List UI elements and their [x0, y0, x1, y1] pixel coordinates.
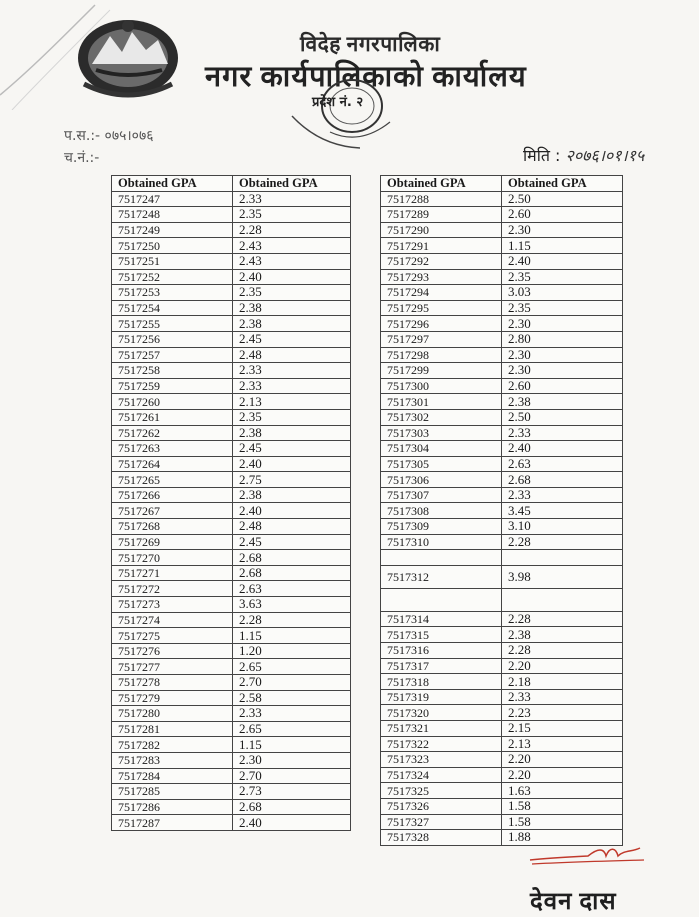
roll-number-cell: 7517295 [381, 300, 502, 316]
table-row [112, 472, 351, 488]
roll-number-cell: 7517292 [381, 253, 502, 269]
table-row [112, 643, 351, 659]
table-row [112, 487, 351, 503]
roll-number-cell: 7517271 [112, 565, 233, 581]
table-row [112, 721, 351, 737]
roll-number-cell: 7517297 [381, 331, 502, 347]
date-line [523, 144, 644, 166]
roll-number-cell: 7517300 [381, 378, 502, 394]
table-row [112, 425, 351, 441]
table-row [112, 659, 351, 675]
table-row [381, 767, 623, 783]
roll-number-cell: 7517266 [112, 487, 233, 503]
gpa-cell: 2.80 [502, 331, 623, 347]
gpa-cell: 2.33 [502, 425, 623, 441]
roll-number-cell: 7517286 [112, 799, 233, 815]
roll-number-cell: 7517308 [381, 503, 502, 519]
column-header: Obtained GPA [112, 176, 233, 192]
roll-number-cell: 7517320 [381, 705, 502, 721]
roll-number-cell: 7517316 [381, 643, 502, 659]
gpa-cell [502, 550, 623, 566]
gpa-cell: 2.50 [502, 191, 623, 207]
gpa-cell: 1.15 [502, 238, 623, 254]
roll-number-cell: 7517304 [381, 441, 502, 457]
gpa-cell: 2.28 [502, 611, 623, 627]
roll-number-cell: 7517272 [112, 581, 233, 597]
roll-number-cell: 7517276 [112, 643, 233, 659]
table-row [381, 269, 623, 285]
roll-number-cell: 7517303 [381, 425, 502, 441]
table-row [112, 207, 351, 223]
roll-number-cell: 7517265 [112, 472, 233, 488]
table-row [381, 425, 623, 441]
table-row [112, 285, 351, 301]
table-row [112, 768, 351, 784]
gpa-cell: 2.65 [233, 659, 351, 675]
gpa-cell: 2.45 [233, 331, 351, 347]
gpa-cell: 3.10 [502, 519, 623, 535]
gpa-cell: 2.40 [233, 269, 351, 285]
table-row [381, 736, 623, 752]
gpa-cell: 2.28 [502, 534, 623, 550]
gpa-cell: 2.45 [233, 534, 351, 550]
roll-number-cell: 7517310 [381, 534, 502, 550]
gpa-cell: 2.45 [233, 441, 351, 457]
gpa-cell: 2.35 [502, 300, 623, 316]
roll-number-cell: 7517324 [381, 767, 502, 783]
column-header: Obtained GPA [381, 176, 502, 192]
office-stamp [290, 76, 410, 156]
gpa-cell: 2.60 [502, 378, 623, 394]
roll-number-cell: 7517318 [381, 674, 502, 690]
table-row [112, 628, 351, 644]
table-row [381, 611, 623, 627]
roll-number-cell: 7517306 [381, 472, 502, 488]
roll-number-cell: 7517307 [381, 487, 502, 503]
table-row [112, 222, 351, 238]
gpa-cell: 2.38 [502, 394, 623, 410]
roll-number-cell: 7517284 [112, 768, 233, 784]
dispatch-number: च.नं.:- [64, 150, 100, 166]
roll-number-cell: 7517290 [381, 222, 502, 238]
roll-number-cell: 7517328 [381, 830, 502, 846]
roll-number-cell: 7517281 [112, 721, 233, 737]
table-header-row [112, 176, 351, 192]
roll-number-cell: 7517315 [381, 627, 502, 643]
gpa-cell: 2.23 [502, 705, 623, 721]
gpa-cell: 2.33 [233, 363, 351, 379]
roll-number-cell: 7517251 [112, 253, 233, 269]
gpa-cell: 2.33 [502, 487, 623, 503]
table-row [381, 253, 623, 269]
table-row [112, 269, 351, 285]
roll-number-cell: 7517294 [381, 285, 502, 301]
table-row [381, 550, 623, 566]
table-row [112, 675, 351, 691]
gpa-cell: 2.73 [233, 784, 351, 800]
gpa-cell: 2.30 [502, 316, 623, 332]
roll-number-cell: 7517254 [112, 300, 233, 316]
gpa-cell: 2.28 [233, 222, 351, 238]
table-row [112, 378, 351, 394]
table-row [112, 799, 351, 815]
gpa-cell: 2.30 [502, 363, 623, 379]
gpa-cell: 2.35 [502, 269, 623, 285]
gpa-cell: 2.33 [233, 706, 351, 722]
gpa-cell [502, 588, 623, 611]
table-row [112, 597, 351, 613]
table-row [381, 689, 623, 705]
roll-number-cell: 7517289 [381, 207, 502, 223]
table-row [381, 472, 623, 488]
table-row [112, 519, 351, 535]
table-row [381, 588, 623, 611]
letter-number: प.स.:- ०७५।०७६ [64, 128, 154, 144]
gpa-cell: 2.50 [502, 409, 623, 425]
gpa-cell: 2.30 [502, 222, 623, 238]
table-row [112, 253, 351, 269]
roll-number-cell: 7517260 [112, 394, 233, 410]
table-row [381, 798, 623, 814]
roll-number-cell: 7517277 [112, 659, 233, 675]
gpa-cell: 2.65 [233, 721, 351, 737]
table-row [381, 316, 623, 332]
roll-number-cell: 7517309 [381, 519, 502, 535]
table-row [381, 378, 623, 394]
table-row [381, 503, 623, 519]
gpa-cell: 3.45 [502, 503, 623, 519]
handwritten-signature [528, 842, 648, 872]
gpa-cell: 2.33 [233, 378, 351, 394]
gpa-cell: 2.18 [502, 674, 623, 690]
gpa-cell: 3.98 [502, 565, 623, 588]
gpa-cell: 2.43 [233, 238, 351, 254]
roll-number-cell: 7517268 [112, 519, 233, 535]
table-row [381, 705, 623, 721]
gpa-cell: 1.58 [502, 798, 623, 814]
gpa-cell: 2.70 [233, 768, 351, 784]
table-row [112, 409, 351, 425]
table-row [112, 441, 351, 457]
gpa-cell: 2.63 [233, 581, 351, 597]
gpa-cell: 2.33 [502, 689, 623, 705]
roll-number-cell: 7517264 [112, 456, 233, 472]
table-row [381, 783, 623, 799]
roll-number-cell: 7517248 [112, 207, 233, 223]
roll-number-cell: 7517299 [381, 363, 502, 379]
table-row [112, 300, 351, 316]
table-row [381, 721, 623, 737]
roll-number-cell: 7517269 [112, 534, 233, 550]
roll-number-cell: 7517249 [112, 222, 233, 238]
table-row [381, 658, 623, 674]
gpa-cell: 2.13 [233, 394, 351, 410]
table-row [381, 534, 623, 550]
roll-number-cell: 7517327 [381, 814, 502, 830]
table-row [112, 581, 351, 597]
roll-number-cell: 7517247 [112, 191, 233, 207]
roll-number-cell: 7517288 [381, 191, 502, 207]
roll-number-cell: 7517282 [112, 737, 233, 753]
table-row [381, 487, 623, 503]
gpa-cell: 2.70 [233, 675, 351, 691]
table-row [381, 456, 623, 472]
gpa-cell: 1.15 [233, 737, 351, 753]
gpa-cell: 1.88 [502, 830, 623, 846]
roll-number-cell: 7517279 [112, 690, 233, 706]
table-row [381, 222, 623, 238]
gpa-cell: 1.15 [233, 628, 351, 644]
roll-number-cell: 7517301 [381, 394, 502, 410]
roll-number-cell: 7517323 [381, 752, 502, 768]
gpa-cell: 2.20 [502, 767, 623, 783]
roll-number-cell: 7517317 [381, 658, 502, 674]
table-row [381, 285, 623, 301]
gpa-cell: 2.60 [502, 207, 623, 223]
table-row [381, 394, 623, 410]
gpa-cell: 2.43 [233, 253, 351, 269]
roll-number-cell: 7517296 [381, 316, 502, 332]
table-header-row [381, 176, 623, 192]
roll-number-cell: 7517253 [112, 285, 233, 301]
office-title: नगर कार्यपालिकाको कार्यालय [205, 61, 527, 93]
roll-number-cell: 7517267 [112, 503, 233, 519]
table-row [381, 643, 623, 659]
table-row [381, 674, 623, 690]
table-row [381, 363, 623, 379]
gpa-cell: 2.28 [233, 612, 351, 628]
gpa-cell: 2.48 [233, 347, 351, 363]
gpa-cell: 2.30 [502, 347, 623, 363]
gpa-table-left [111, 175, 351, 831]
table-row [112, 191, 351, 207]
table-row [381, 752, 623, 768]
roll-number-cell: 7517259 [112, 378, 233, 394]
gpa-cell: 3.63 [233, 597, 351, 613]
gpa-cell: 2.68 [233, 550, 351, 566]
roll-number-cell: 7517325 [381, 783, 502, 799]
table-row [112, 815, 351, 831]
roll-number-cell [381, 588, 502, 611]
table-row [381, 347, 623, 363]
table-row [112, 456, 351, 472]
table-row [381, 814, 623, 830]
roll-number-cell: 7517285 [112, 784, 233, 800]
roll-number-cell: 7517280 [112, 706, 233, 722]
nepal-emblem-logo [74, 14, 182, 100]
gpa-cell: 2.38 [233, 487, 351, 503]
gpa-cell: 2.38 [233, 425, 351, 441]
gpa-cell: 2.75 [233, 472, 351, 488]
table-row [112, 565, 351, 581]
roll-number-cell: 7517261 [112, 409, 233, 425]
gpa-cell: 2.28 [502, 643, 623, 659]
gpa-cell: 1.63 [502, 783, 623, 799]
table-row [112, 737, 351, 753]
roll-number-cell: 7517312 [381, 565, 502, 588]
roll-number-cell: 7517293 [381, 269, 502, 285]
table-row [112, 612, 351, 628]
gpa-cell: 1.58 [502, 814, 623, 830]
gpa-cell: 2.15 [502, 721, 623, 737]
roll-number-cell: 7517305 [381, 456, 502, 472]
gpa-cell: 2.35 [233, 285, 351, 301]
table-row [381, 207, 623, 223]
table-row [112, 534, 351, 550]
municipality-name: विदेह नगरपालिका [300, 32, 441, 56]
roll-number-cell: 7517321 [381, 721, 502, 737]
gpa-cell: 3.03 [502, 285, 623, 301]
gpa-cell: 2.38 [233, 316, 351, 332]
roll-number-cell: 7517314 [381, 611, 502, 627]
gpa-cell: 2.58 [233, 690, 351, 706]
gpa-cell: 2.68 [502, 472, 623, 488]
roll-number-cell: 7517275 [112, 628, 233, 644]
gpa-cell: 1.20 [233, 643, 351, 659]
roll-number-cell: 7517250 [112, 238, 233, 254]
roll-number-cell [381, 550, 502, 566]
roll-number-cell: 7517273 [112, 597, 233, 613]
table-row [112, 394, 351, 410]
roll-number-cell: 7517258 [112, 363, 233, 379]
table-row [112, 503, 351, 519]
table-row [381, 565, 623, 588]
table-row [381, 519, 623, 535]
roll-number-cell: 7517283 [112, 752, 233, 768]
column-header: Obtained GPA [502, 176, 623, 192]
gpa-cell: 2.38 [502, 627, 623, 643]
roll-number-cell: 7517256 [112, 331, 233, 347]
table-row [112, 238, 351, 254]
gpa-cell: 2.40 [233, 503, 351, 519]
date-label: मिति : [523, 146, 561, 165]
roll-number-cell: 7517262 [112, 425, 233, 441]
gpa-cell: 2.68 [233, 799, 351, 815]
roll-number-cell: 7517274 [112, 612, 233, 628]
roll-number-cell: 7517263 [112, 441, 233, 457]
gpa-cell: 2.13 [502, 736, 623, 752]
table-row [112, 550, 351, 566]
roll-number-cell: 7517298 [381, 347, 502, 363]
table-row [381, 300, 623, 316]
roll-number-cell: 7517302 [381, 409, 502, 425]
gpa-cell: 2.40 [502, 253, 623, 269]
table-row [112, 331, 351, 347]
roll-number-cell: 7517287 [112, 815, 233, 831]
roll-number-cell: 7517257 [112, 347, 233, 363]
table-row [381, 409, 623, 425]
gpa-cell: 2.35 [233, 409, 351, 425]
table-row [381, 191, 623, 207]
gpa-cell: 2.68 [233, 565, 351, 581]
table-row [112, 347, 351, 363]
table-row [112, 363, 351, 379]
table-row [381, 238, 623, 254]
gpa-cell: 2.40 [502, 441, 623, 457]
gpa-cell: 2.20 [502, 752, 623, 768]
stamp-text: प्रदेश नं. २ [312, 95, 364, 110]
table-row [381, 331, 623, 347]
gpa-cell: 2.30 [233, 752, 351, 768]
roll-number-cell: 7517319 [381, 689, 502, 705]
roll-number-cell: 7517278 [112, 675, 233, 691]
signer-name: देवन दास [530, 889, 617, 915]
table-row [112, 690, 351, 706]
roll-number-cell: 7517255 [112, 316, 233, 332]
table-row [112, 316, 351, 332]
roll-number-cell: 7517252 [112, 269, 233, 285]
roll-number-cell: 7517270 [112, 550, 233, 566]
roll-number-cell: 7517326 [381, 798, 502, 814]
column-header: Obtained GPA [233, 176, 351, 192]
roll-number-cell: 7517322 [381, 736, 502, 752]
table-row [381, 627, 623, 643]
table-row [112, 752, 351, 768]
gpa-cell: 2.63 [502, 456, 623, 472]
gpa-cell: 2.38 [233, 300, 351, 316]
gpa-cell: 2.20 [502, 658, 623, 674]
table-row [112, 706, 351, 722]
gpa-table-right [380, 175, 623, 846]
gpa-cell: 2.48 [233, 519, 351, 535]
gpa-cell: 2.40 [233, 815, 351, 831]
roll-number-cell: 7517291 [381, 238, 502, 254]
date-value: २०७६।०१।१५ [565, 146, 645, 165]
gpa-cell: 2.33 [233, 191, 351, 207]
gpa-cell: 2.40 [233, 456, 351, 472]
gpa-cell: 2.35 [233, 207, 351, 223]
table-row [381, 441, 623, 457]
table-row [112, 784, 351, 800]
